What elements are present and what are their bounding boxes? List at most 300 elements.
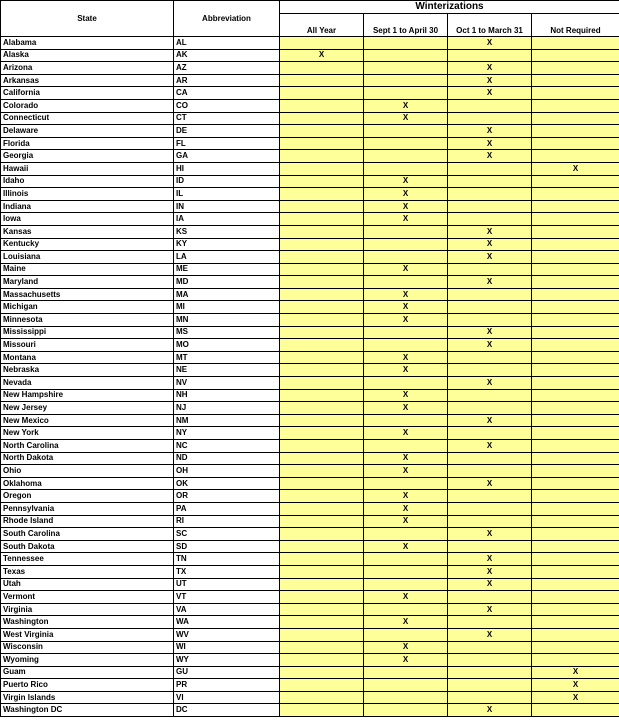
winterization-mark-cell (448, 175, 532, 188)
table-row (1, 666, 619, 679)
winterization-mark-cell: X (364, 351, 448, 364)
winterization-mark-cell (532, 74, 619, 87)
state-abbreviation-cell: TX (174, 565, 280, 578)
state-name-cell: Maine (1, 263, 174, 276)
winterization-mark-cell (364, 377, 448, 390)
winterization-mark-cell: X (448, 276, 532, 289)
winterization-mark-cell: X (448, 553, 532, 566)
winterization-mark-cell (532, 465, 619, 478)
winterization-mark-cell (280, 74, 364, 87)
state-abbreviation-cell: VA (174, 603, 280, 616)
winterization-mark-cell (280, 528, 364, 541)
state-name-cell: Utah (1, 578, 174, 591)
state-abbreviation-cell: AR (174, 74, 280, 87)
winterization-mark-cell: X (364, 641, 448, 654)
winterization-mark-cell (532, 99, 619, 112)
winterization-mark-cell (280, 591, 364, 604)
winterization-mark-cell (280, 641, 364, 654)
winterization-mark-cell: X (448, 578, 532, 591)
winterization-mark-cell: X (448, 326, 532, 339)
abbreviation-column-header: Abbreviation (174, 1, 280, 37)
table-row (1, 112, 619, 125)
winterization-mark-cell (448, 188, 532, 201)
winterization-mark-cell (532, 490, 619, 503)
winterization-mark-cell (280, 339, 364, 352)
winterization-mark-cell (280, 87, 364, 100)
winterization-mark-cell: X (448, 377, 532, 390)
winterization-mark-cell (532, 301, 619, 314)
winterization-mark-cell: X (364, 502, 448, 515)
table-row (1, 603, 619, 616)
winterization-mark-cell (364, 565, 448, 578)
winterization-mark-cell (532, 288, 619, 301)
winterization-mark-cell: X (364, 263, 448, 276)
winterization-mark-cell (280, 490, 364, 503)
winterization-mark-cell (364, 225, 448, 238)
winterization-mark-cell (280, 125, 364, 138)
winterization-mark-cell: X (364, 540, 448, 553)
state-abbreviation-cell: MN (174, 314, 280, 327)
winterization-mark-cell (532, 251, 619, 264)
winterization-mark-cell: X (364, 99, 448, 112)
winterization-mark-cell: X (448, 414, 532, 427)
winterization-mark-cell: X (364, 465, 448, 478)
winterization-mark-cell (532, 225, 619, 238)
winterization-mark-cell (364, 251, 448, 264)
winterization-mark-cell: X (448, 87, 532, 100)
state-abbreviation-cell: WY (174, 654, 280, 667)
table-row (1, 452, 619, 465)
winterization-mark-cell: X (448, 225, 532, 238)
state-abbreviation-cell: WV (174, 628, 280, 641)
winterization-mark-cell: X (448, 565, 532, 578)
state-abbreviation-cell: OK (174, 477, 280, 490)
winterization-mark-cell (532, 540, 619, 553)
table-row (1, 326, 619, 339)
state-name-cell: Texas (1, 565, 174, 578)
winterization-mark-cell (532, 565, 619, 578)
winterization-mark-cell (532, 377, 619, 390)
winterization-mark-cell: X (448, 339, 532, 352)
winterization-mark-cell (448, 515, 532, 528)
winterization-mark-cell (532, 402, 619, 415)
state-name-cell: Virginia (1, 603, 174, 616)
winterization-mark-cell (532, 364, 619, 377)
winterization-mark-cell (280, 691, 364, 704)
state-name-cell: Indiana (1, 200, 174, 213)
table-row (1, 414, 619, 427)
winterization-mark-cell: X (364, 452, 448, 465)
winterization-mark-cell (280, 616, 364, 629)
winterization-mark-cell (532, 150, 619, 163)
winterization-mark-cell: X (532, 162, 619, 175)
winterization-mark-cell (532, 704, 619, 717)
winterization-mark-cell (448, 591, 532, 604)
table-row (1, 679, 619, 692)
winterization-mark-cell (364, 339, 448, 352)
winterization-mark-cell (448, 213, 532, 226)
state-name-cell: Mississippi (1, 326, 174, 339)
winterization-mark-cell: X (364, 402, 448, 415)
winterization-mark-cell (448, 402, 532, 415)
table-row (1, 490, 619, 503)
winterization-mark-cell: X (364, 112, 448, 125)
table-row (1, 654, 619, 667)
winterization-mark-cell (280, 578, 364, 591)
state-name-cell: West Virginia (1, 628, 174, 641)
table-row (1, 251, 619, 264)
state-name-cell: Delaware (1, 125, 174, 138)
winterization-mark-cell: X (280, 49, 364, 62)
table-row (1, 213, 619, 226)
winterization-mark-cell (280, 276, 364, 289)
winterization-mark-cell (280, 414, 364, 427)
table-row (1, 641, 619, 654)
winterization-mark-cell (532, 314, 619, 327)
winterization-mark-cell (364, 414, 448, 427)
winterization-mark-cell (364, 125, 448, 138)
state-abbreviation-cell: NH (174, 389, 280, 402)
table-row (1, 301, 619, 314)
state-name-cell: Vermont (1, 591, 174, 604)
table-row (1, 616, 619, 629)
table-row (1, 314, 619, 327)
winterization-mark-cell (280, 654, 364, 667)
winterization-mark-cell: X (364, 364, 448, 377)
table-row (1, 389, 619, 402)
state-abbreviation-cell: VT (174, 591, 280, 604)
winterization-mark-cell: X (364, 288, 448, 301)
winterization-mark-cell: X (532, 679, 619, 692)
winterization-mark-cell (280, 628, 364, 641)
winterization-mark-cell (532, 276, 619, 289)
winterization-mark-cell (448, 502, 532, 515)
table-row (1, 150, 619, 163)
table-row (1, 200, 619, 213)
table-row (1, 87, 619, 100)
state-abbreviation-cell: DC (174, 704, 280, 717)
state-abbreviation-cell: ND (174, 452, 280, 465)
table-row (1, 553, 619, 566)
table-row (1, 427, 619, 440)
state-name-cell: Guam (1, 666, 174, 679)
winterization-mark-cell (448, 666, 532, 679)
winterization-mark-cell (280, 440, 364, 453)
winterization-mark-cell (532, 238, 619, 251)
state-name-cell: Kentucky (1, 238, 174, 251)
state-abbreviation-cell: NY (174, 427, 280, 440)
winterization-mark-cell (448, 263, 532, 276)
winterization-mark-cell (364, 276, 448, 289)
table-row (1, 37, 619, 50)
state-abbreviation-cell: HI (174, 162, 280, 175)
winterization-mark-cell (448, 679, 532, 692)
table-row (1, 99, 619, 112)
winterization-mark-cell (364, 628, 448, 641)
winterization-mark-cell (532, 628, 619, 641)
winterization-mark-cell (280, 540, 364, 553)
winterization-mark-cell (532, 339, 619, 352)
winterization-mark-cell (532, 578, 619, 591)
winterization-mark-cell: X (364, 200, 448, 213)
state-abbreviation-cell: RI (174, 515, 280, 528)
winterization-mark-cell (532, 125, 619, 138)
state-name-cell: New Hampshire (1, 389, 174, 402)
state-name-cell: Rhode Island (1, 515, 174, 528)
winterization-mark-cell (364, 49, 448, 62)
winterization-mark-cell (532, 87, 619, 100)
state-name-cell: Washington DC (1, 704, 174, 717)
winterization-mark-cell (448, 654, 532, 667)
state-abbreviation-cell: NC (174, 440, 280, 453)
winterization-mark-cell (532, 213, 619, 226)
state-name-cell: Tennessee (1, 553, 174, 566)
winterization-mark-cell (280, 704, 364, 717)
state-name-cell: Pennsylvania (1, 502, 174, 515)
winterization-mark-cell (280, 326, 364, 339)
state-name-cell: Oklahoma (1, 477, 174, 490)
table-row (1, 440, 619, 453)
winterization-mark-cell (280, 502, 364, 515)
winterization-mark-cell (364, 326, 448, 339)
winterization-mark-cell: X (448, 74, 532, 87)
winterization-mark-cell (532, 112, 619, 125)
winterization-mark-cell (280, 351, 364, 364)
table-row (1, 339, 619, 352)
state-name-cell: Idaho (1, 175, 174, 188)
winterization-mark-cell (532, 188, 619, 201)
state-name-cell: New Jersey (1, 402, 174, 415)
winterization-mark-cell (448, 162, 532, 175)
state-name-cell: Ohio (1, 465, 174, 478)
table-row (1, 540, 619, 553)
state-abbreviation-cell: GU (174, 666, 280, 679)
winterization-mark-cell (280, 427, 364, 440)
winterization-mark-cell (532, 440, 619, 453)
state-name-cell: Puerto Rico (1, 679, 174, 692)
table-row (1, 465, 619, 478)
state-name-cell: Michigan (1, 301, 174, 314)
winterization-mark-cell (448, 616, 532, 629)
state-name-cell: Nebraska (1, 364, 174, 377)
state-abbreviation-cell: MI (174, 301, 280, 314)
winterization-mark-cell (532, 452, 619, 465)
winterizations-group-header: Winterizations (280, 1, 619, 14)
winterization-mark-cell: X (448, 137, 532, 150)
state-abbreviation-cell: UT (174, 578, 280, 591)
winterization-mark-cell: X (364, 389, 448, 402)
winterization-mark-cell (532, 515, 619, 528)
winterization-mark-cell (532, 603, 619, 616)
winterization-mark-cell (364, 74, 448, 87)
winterization-mark-cell: X (448, 150, 532, 163)
winterization-mark-cell: X (364, 314, 448, 327)
state-abbreviation-cell: IA (174, 213, 280, 226)
winterization-mark-cell: X (448, 704, 532, 717)
state-abbreviation-cell: ID (174, 175, 280, 188)
state-name-cell: Wyoming (1, 654, 174, 667)
state-abbreviation-cell: KY (174, 238, 280, 251)
state-name-cell: Georgia (1, 150, 174, 163)
winterization-mark-cell (280, 301, 364, 314)
winterization-mark-cell (364, 666, 448, 679)
winterization-mark-cell: X (448, 251, 532, 264)
winterization-mark-cell: X (364, 591, 448, 604)
table-row (1, 515, 619, 528)
state-abbreviation-cell: MT (174, 351, 280, 364)
table-row (1, 691, 619, 704)
table-row (1, 225, 619, 238)
table-row (1, 263, 619, 276)
table-row (1, 628, 619, 641)
winterization-mark-cell (364, 477, 448, 490)
winterization-mark-cell (532, 654, 619, 667)
winterization-mark-cell (280, 99, 364, 112)
winterization-mark-cell (364, 691, 448, 704)
winterization-mark-cell (532, 502, 619, 515)
winterization-mark-cell (364, 553, 448, 566)
table-row (1, 125, 619, 138)
winterization-mark-cell (280, 251, 364, 264)
winterization-mark-cell (532, 477, 619, 490)
winterization-mark-cell (280, 162, 364, 175)
state-abbreviation-cell: CO (174, 99, 280, 112)
table-row (1, 276, 619, 289)
winterization-mark-cell (280, 288, 364, 301)
winterization-mark-cell: X (364, 301, 448, 314)
state-abbreviation-cell: CA (174, 87, 280, 100)
state-column-header: State (1, 1, 174, 37)
winterization-mark-cell (532, 389, 619, 402)
winterization-mark-cell (280, 515, 364, 528)
state-abbreviation-cell: AZ (174, 62, 280, 75)
winterization-mark-cell (280, 213, 364, 226)
winterization-mark-cell: X (448, 62, 532, 75)
state-abbreviation-cell: MO (174, 339, 280, 352)
state-abbreviation-cell: IL (174, 188, 280, 201)
winterization-mark-cell (364, 704, 448, 717)
table-row (1, 502, 619, 515)
winterization-mark-cell: X (364, 188, 448, 201)
winterization-mark-cell (448, 641, 532, 654)
state-name-cell: Wisconsin (1, 641, 174, 654)
state-abbreviation-cell: MA (174, 288, 280, 301)
table-row (1, 402, 619, 415)
winterization-mark-cell (364, 162, 448, 175)
state-abbreviation-cell: KS (174, 225, 280, 238)
state-abbreviation-cell: FL (174, 137, 280, 150)
winterization-mark-cell (448, 99, 532, 112)
winterization-mark-cell: X (448, 477, 532, 490)
state-abbreviation-cell: NE (174, 364, 280, 377)
table-row (1, 188, 619, 201)
state-abbreviation-cell: VI (174, 691, 280, 704)
winterization-mark-cell (532, 137, 619, 150)
table-row (1, 364, 619, 377)
winterization-mark-cell: X (364, 490, 448, 503)
all-year-column-header: All Year (280, 14, 364, 37)
winterization-mark-cell (532, 62, 619, 75)
table-row (1, 49, 619, 62)
winterization-mark-cell (448, 364, 532, 377)
state-name-cell: South Carolina (1, 528, 174, 541)
state-name-cell: Iowa (1, 213, 174, 226)
winterization-mark-cell: X (448, 603, 532, 616)
state-name-cell: Virgin Islands (1, 691, 174, 704)
winterization-mark-cell (280, 377, 364, 390)
winterization-mark-cell (448, 351, 532, 364)
winterization-mark-cell (280, 200, 364, 213)
winterization-mark-cell (532, 175, 619, 188)
winterization-mark-cell (448, 301, 532, 314)
winterization-mark-cell (364, 578, 448, 591)
winterization-mark-cell (532, 351, 619, 364)
table-row (1, 477, 619, 490)
winterization-mark-cell (280, 364, 364, 377)
winterization-mark-cell (532, 414, 619, 427)
state-abbreviation-cell: TN (174, 553, 280, 566)
state-abbreviation-cell: AL (174, 37, 280, 50)
state-abbreviation-cell: NM (174, 414, 280, 427)
winterization-mark-cell (280, 137, 364, 150)
state-name-cell: Kansas (1, 225, 174, 238)
state-name-cell: New York (1, 427, 174, 440)
winterization-mark-cell (448, 490, 532, 503)
winterization-mark-cell: X (448, 440, 532, 453)
winterization-mark-cell (532, 553, 619, 566)
winterization-mark-cell (364, 137, 448, 150)
table-body (1, 37, 619, 717)
winterization-mark-cell (532, 326, 619, 339)
state-name-cell: Washington (1, 616, 174, 629)
state-abbreviation-cell: WI (174, 641, 280, 654)
winterization-mark-cell (280, 62, 364, 75)
winterization-mark-cell (280, 666, 364, 679)
winterization-mark-cell (280, 188, 364, 201)
state-abbreviation-cell: DE (174, 125, 280, 138)
winterization-mark-cell (532, 37, 619, 50)
winterization-mark-cell: X (532, 691, 619, 704)
state-abbreviation-cell: OR (174, 490, 280, 503)
winterization-mark-cell: X (364, 175, 448, 188)
state-name-cell: North Carolina (1, 440, 174, 453)
winterization-mark-cell (448, 540, 532, 553)
winterization-mark-cell: X (364, 654, 448, 667)
winterization-mark-cell (532, 263, 619, 276)
state-abbreviation-cell: IN (174, 200, 280, 213)
state-name-cell: Arizona (1, 62, 174, 75)
winterization-mark-cell: X (448, 37, 532, 50)
state-name-cell: Massachusetts (1, 288, 174, 301)
winterization-mark-cell (448, 200, 532, 213)
state-name-cell: Florida (1, 137, 174, 150)
winterization-mark-cell (448, 314, 532, 327)
winterization-mark-cell (364, 37, 448, 50)
table-row (1, 238, 619, 251)
winterization-mark-cell (280, 175, 364, 188)
winterization-mark-cell (364, 150, 448, 163)
state-abbreviation-cell: ME (174, 263, 280, 276)
state-abbreviation-cell: CT (174, 112, 280, 125)
winterization-mark-cell (364, 528, 448, 541)
state-name-cell: New Mexico (1, 414, 174, 427)
winterization-mark-cell (364, 62, 448, 75)
winterization-mark-cell (280, 150, 364, 163)
winterization-mark-cell (364, 440, 448, 453)
winterization-mark-cell (532, 49, 619, 62)
state-name-cell: Louisiana (1, 251, 174, 264)
table-row (1, 591, 619, 604)
